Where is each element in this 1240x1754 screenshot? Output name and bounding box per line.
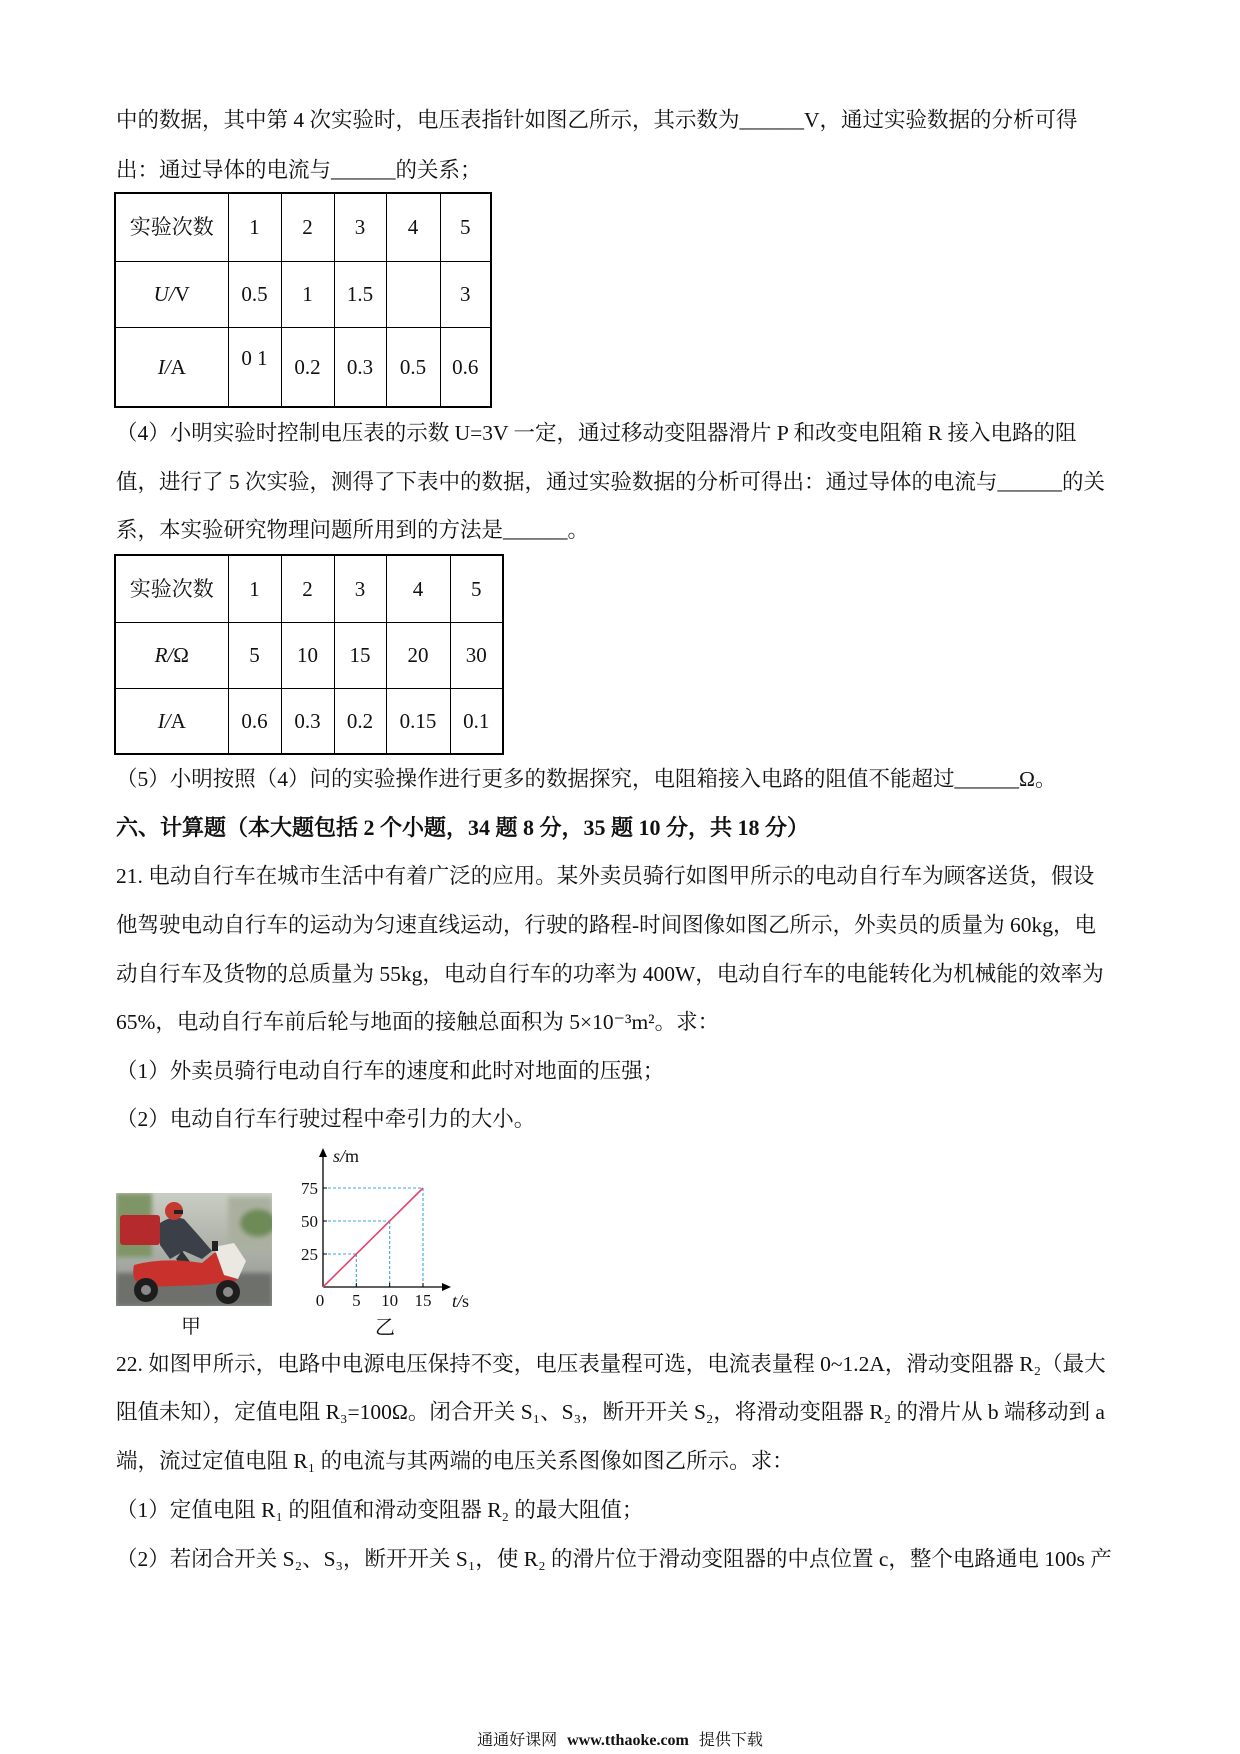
x-axis-label: t/s: [452, 1291, 470, 1311]
q21-text-line: 他驾驶电动自行车的运动为匀速直线运动，行驶的路程-时间图像如图乙所示，外卖员的质量为 60kg，电: [116, 913, 1097, 937]
table-cell: 0.2: [281, 327, 334, 407]
table-header-cell: 2: [281, 555, 334, 622]
q20-text-line: 出：通过导体的电流与______的关系；: [116, 158, 482, 182]
q21-text-line: 21. 电动自行车在城市生活中有着广泛的应用。某外卖员骑行如图甲所示的电动自行车为顾客送货，假设: [116, 864, 1095, 888]
x-tick-label: 5: [352, 1291, 361, 1310]
y-tick-label: 50: [301, 1212, 318, 1231]
table-header-cell: 5: [450, 555, 503, 622]
table-cell: 20: [386, 622, 450, 688]
wheel: [134, 1278, 158, 1302]
q20-part5-line: （5）小明按照（4）问的实验操作进行更多的数据探究，电阻箱接入电路的阻值不能超过______Ω。: [116, 767, 1057, 791]
q21-subquestion-2: （2）电动自行车行驶过程中牵引力的大小。: [116, 1107, 536, 1131]
table-cell: 0.15: [386, 688, 450, 754]
table-cell: 15: [334, 622, 386, 688]
y-axis-label: s/m: [333, 1146, 360, 1166]
table-cell: 0.1: [450, 688, 503, 754]
table-cell: 0 1: [228, 327, 281, 407]
table-row: [115, 193, 491, 261]
table-header-cell: 4: [386, 555, 450, 622]
q21-text-line: 动自行车及货物的总质量为 55kg，电动自行车的功率为 400W，电动自行车的电能转化为机械能的效率为: [116, 962, 1104, 986]
row-label-cell: I/A: [115, 688, 228, 754]
row-label-cell: R/Ω: [115, 622, 228, 688]
table-cell: 0.3: [281, 688, 334, 754]
row-label-cell: 实验次数: [115, 193, 228, 261]
table-header-cell: 3: [334, 555, 386, 622]
x-tick-label: 15: [414, 1291, 432, 1310]
table-cell: 10: [281, 622, 334, 688]
table-cell: 1.5: [334, 261, 386, 327]
distance-time-line: [323, 1188, 423, 1287]
x-tick-label: 10: [381, 1291, 399, 1310]
q22-subquestion-1: （1）定值电阻 R₁ 的阻值和滑动变阻器 R₂ 的最大阻值；: [116, 1498, 644, 1522]
table-cell: 0.6: [440, 327, 491, 407]
table-cell: 1: [281, 261, 334, 327]
table-header-cell: 3: [334, 193, 386, 261]
figure-a-label: 甲: [181, 1316, 201, 1338]
delivery-box: [120, 1215, 160, 1245]
table-cell: 0.6: [228, 688, 281, 754]
delivery-rider-photo: [116, 1193, 272, 1306]
table-cell: 0.5: [228, 261, 281, 327]
table-cell: 30: [450, 622, 503, 688]
table-header-cell: 4: [386, 193, 440, 261]
table-cell: 0.3: [334, 327, 386, 407]
table-cell: 0.2: [334, 688, 386, 754]
q22-subquestion-2: （2）若闭合开关 S₂、S₃，断开开关 S₁，使 R₂ 的滑片位于滑动变阻器的中点位置 c，整个电路通电 100s 产: [116, 1547, 1112, 1571]
page-footer: [0, 1731, 1240, 1751]
row-label-cell: I/A: [115, 327, 228, 407]
q20-part4-line: （4）小明实验时控制电压表的示数 U=3V 一定，通过移动变阻器滑片 P 和改变电阻箱 R 接入电路的阻: [116, 421, 1077, 445]
section-heading: 六、计算题（本大题包括 2 个小题，34 题 8 分，35 题 10 分，共 18 分）: [116, 815, 810, 840]
table-row: [115, 555, 503, 622]
x-tick-label: 0: [315, 1291, 325, 1310]
distance-time-graph: [280, 1140, 480, 1315]
row-label-cell: U/V: [115, 261, 228, 327]
q22-text-line: 22. 如图甲所示，电路中电源电压保持不变，电压表量程可选，电流表量程 0~1.2A，滑动变阻器 R₂（最大: [116, 1352, 1106, 1376]
row-label-cell: 实验次数: [115, 555, 228, 622]
table-row: [115, 261, 491, 327]
footer-url: www.tthaoke.com: [567, 1732, 689, 1749]
table-header-cell: 1: [228, 555, 281, 622]
y-tick-label: 25: [301, 1245, 318, 1264]
q22-text-line: 阻值未知），定值电阻 R₃=100Ω。闭合开关 S₁、S₃，断开开关 S₂，将滑动变阻器 R₂ 的滑片从 b 端移动到 a: [116, 1400, 1105, 1424]
q20-part4-line: 系，本实验研究物理问题所用到的方法是______。: [116, 518, 590, 542]
q21-text-line: 65%，电动自行车前后轮与地面的接触总面积为 5×10⁻³m²。求：: [116, 1010, 720, 1034]
footer-site-name: 通通好课网: [477, 1732, 558, 1749]
table-cell: [386, 261, 440, 327]
table-header-cell: 5: [440, 193, 491, 261]
q22-text-line: 端，流过定值电阻 R₁ 的电流与其两端的电压关系图像如图乙所示。求：: [116, 1449, 794, 1473]
table-cell: 3: [440, 261, 491, 327]
footer-note: 提供下载: [698, 1732, 763, 1749]
figure-b-label: 乙: [375, 1317, 395, 1339]
q21-subquestion-1: （1）外卖员骑行电动自行车的速度和此时对地面的压强；: [116, 1059, 665, 1083]
table-row: [115, 688, 503, 754]
table-cell: 5: [228, 622, 281, 688]
table-row: [115, 622, 503, 688]
table-header-cell: 2: [281, 193, 334, 261]
resistance-current-table: [114, 554, 504, 755]
x-axis-arrow: [442, 1283, 451, 1291]
wheel: [216, 1280, 240, 1304]
q20-text-line: 中的数据，其中第 4 次实验时，电压表指针如图乙所示，其示数为______V，通过实验数据的分析可得: [116, 108, 1078, 132]
q20-part4-line: 值，进行了 5 次实验，测得了下表中的数据，通过实验数据的分析可得出：通过导体的电流与______的关: [116, 470, 1106, 494]
table-row: [115, 327, 491, 407]
table-header-cell: 1: [228, 193, 281, 261]
y-axis-arrow: [319, 1148, 327, 1157]
table-cell: 0.5: [386, 327, 440, 407]
y-tick-label: 75: [301, 1179, 318, 1198]
voltage-current-table: [114, 192, 492, 408]
